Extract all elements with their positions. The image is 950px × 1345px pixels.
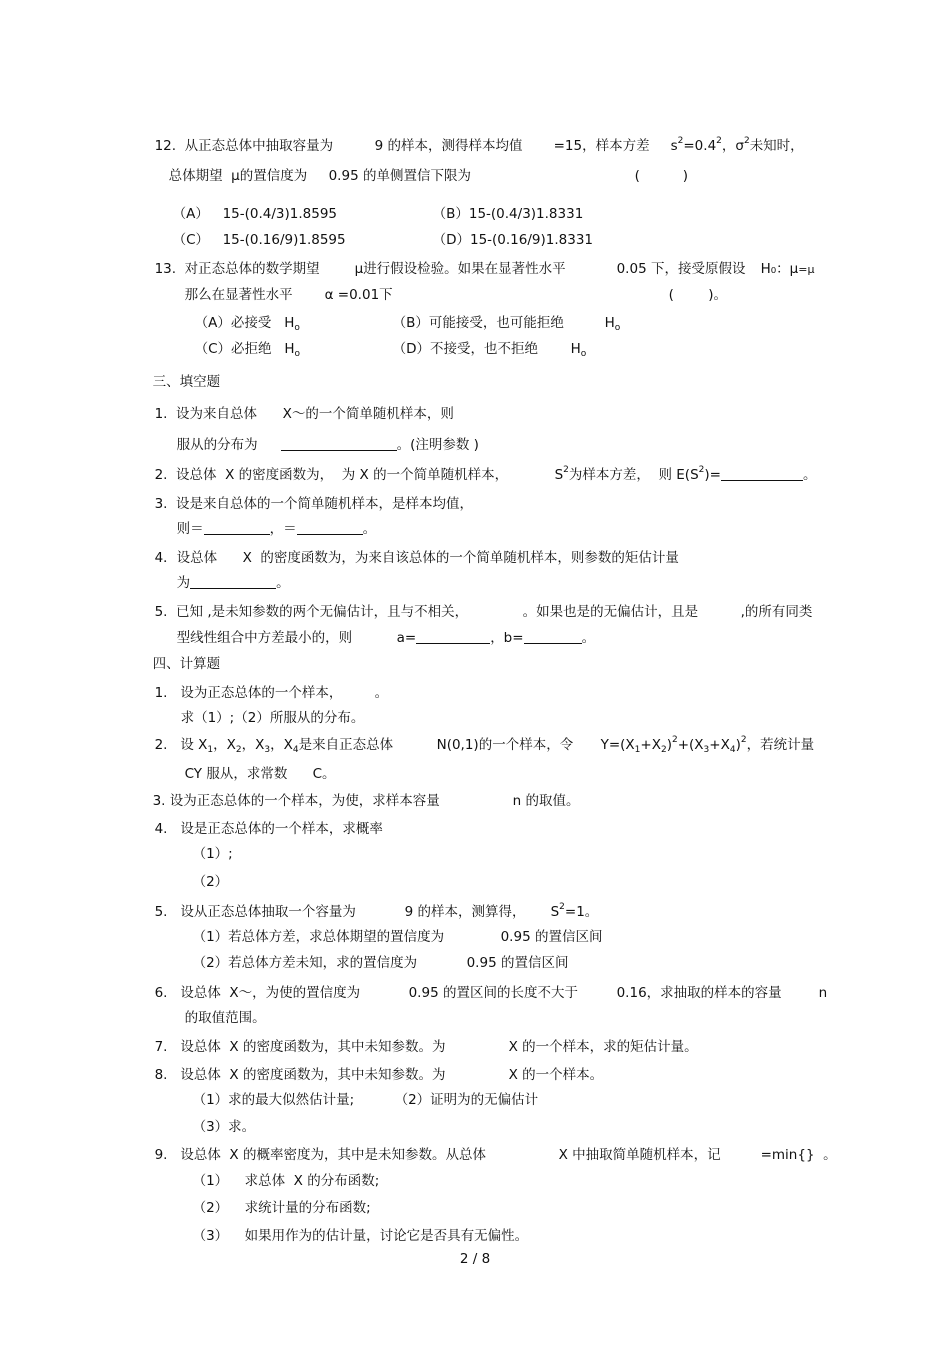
calc-9-c: =min{} 。 [760, 1147, 837, 1163]
calc-9-1-label: （1） [192, 1173, 229, 1189]
fill-1: 1. 设为来自总体 [154, 406, 258, 422]
calc-9-1: 求总体 X 的分布函数; [244, 1173, 380, 1189]
calc-7: 7. 设总体 X 的密度函数为，其中未知参数。为 [154, 1039, 446, 1055]
calc-8-2: （2）证明为的无偏估计 [394, 1092, 539, 1108]
calc-8: 8. 设总体 X 的密度函数为，其中未知参数。为 [154, 1067, 446, 1083]
q13-line1-d: H₀：μ=μ [760, 261, 815, 277]
calc-2-b: N(0,1)的一个样本，令 [436, 737, 574, 753]
fill-5-blank-b[interactable] [524, 630, 582, 644]
fill-2-b: $S^2$为样本方差， 则 $E(S^2)=$ 。 [554, 465, 817, 483]
calc-8-3: （3）求。 [192, 1119, 256, 1135]
q13-option-b-h: $H_o$ [604, 315, 621, 333]
calc-1: 1. 设为正态总体的一个样本， [154, 685, 343, 701]
q12-line2: 总体期望 μ的置信度为 [168, 168, 308, 184]
q13-option-d-h: $H_o$ [570, 341, 587, 359]
q12-option-c: （C） [172, 232, 210, 248]
calc-1-line2: 求（1）;（2）所服从的分布。 [180, 710, 365, 726]
q12-option-a-value: 15-(0.4/3)1.8595 [222, 206, 338, 222]
calc-9-b: X 中抽取简单随机样本，记 [558, 1147, 721, 1163]
q12-answer-paren: ( ) [634, 168, 689, 184]
section-heading-calculation: 四、计算题 [152, 656, 221, 672]
fill-5-blank-a[interactable] [416, 630, 490, 644]
q13-option-b: （B）可能接受，也可能拒绝 [392, 315, 564, 331]
fill-1-b: X～的一个简单随机样本，则 [282, 406, 454, 422]
calc-5: 5. 设从正态总体抽取一个容量为 [154, 904, 356, 920]
fill-2-blank[interactable] [721, 467, 803, 481]
calc-3: 3. 设为正态总体的一个样本，为使，求样本容量 [152, 793, 440, 809]
q13-option-c: （C）必拒绝 $H_o$ [194, 341, 301, 359]
calc-9-2: 求统计量的分布函数; [244, 1200, 371, 1216]
calc-6-d: n [818, 985, 828, 1001]
calc-1-b: 。 [374, 685, 389, 701]
q12-line1-c: =15，样本方差 [553, 138, 650, 154]
fill-5: 5. 已知 ,是未知参数的两个无偏估计，且与不相关， [154, 604, 469, 620]
q12-option-c-value: 15-(0.16/9)1.8595 [222, 232, 346, 248]
fill-4-b: X 的密度函数为，为来自该总体的一个简单随机样本，则参数的矩估计量 [242, 550, 679, 566]
calc-3-b: n 的取值。 [512, 793, 580, 809]
calc-4-1: （1）; [192, 846, 233, 862]
q13-option-a: （A）必接受 $H_o$ [194, 315, 300, 333]
q12-option-a: （A） [172, 206, 209, 222]
calc-8-1: （1）求的最大似然估计量; [192, 1092, 355, 1108]
section-heading-fill-blank: 三、填空题 [152, 374, 221, 390]
calc-8-b: X 的一个样本。 [508, 1067, 604, 1083]
calc-6-b: 0.95 的置区间的长度不大于 [408, 985, 578, 1001]
q13-line1-b: μ进行假设检验。如果在显著性水平 [354, 261, 566, 277]
q12-line1-b: 9 的样本，测得样本均值 [374, 138, 523, 154]
calc-2-line2: CY 服从，求常数 [184, 766, 288, 782]
calc-4: 4. 设是正态总体的一个样本，求概率 [154, 821, 383, 837]
q13-line2-b: α =0.01下 [324, 287, 393, 303]
calc-9-2-label: （2） [192, 1200, 229, 1216]
q12-line2-b: 0.95 的单侧置信下限为 [328, 168, 471, 184]
calc-2-line2-b: C。 [312, 766, 336, 782]
calc-5-1: （1）若总体方差，求总体期望的置信度为 [192, 929, 445, 945]
calc-9-3: 如果用作为的估计量，讨论它是否具有无偏性。 [244, 1228, 529, 1244]
calc-6-line2: 的取值范围。 [184, 1010, 266, 1026]
fill-2: 2. 设总体 X 的密度函数为， 为 X 的一个简单随机样本， [154, 467, 509, 483]
calc-5-2: （2）若总体方差未知，求的置信度为 [192, 955, 418, 971]
q12-option-b: （B）15-(0.4/3)1.8331 [432, 206, 584, 222]
fill-5-line2: 型线性组合中方差最小的，则 [176, 630, 353, 646]
q12-line1-d: $s^2=0.4^2$，$\sigma^2$未知时， [670, 136, 804, 154]
q13-option-d: （D）不接受，也不拒绝 [392, 341, 538, 357]
page-number: 2 / 8 [459, 1251, 491, 1267]
q13-line1: 13. 对正态总体的数学期望 [154, 261, 320, 277]
calc-6-c: 0.16，求抽取的样本的容量 [616, 985, 782, 1001]
calc-6: 6. 设总体 X～，为使的置信度为 [154, 985, 361, 1001]
fill-4-line2: 为 。 [176, 575, 290, 591]
fill-3-line2: 则＝ ，＝ 。 [176, 521, 377, 537]
fill-5-line2-b: a= ，b= 。 [396, 630, 596, 646]
calc-2-c: $Y=(X_1+X_2)^2+(X_3+X_4)^2$，若统计量 [600, 735, 815, 755]
fill-4: 4．设总体 [154, 550, 218, 566]
calc-4-2: （2） [192, 874, 229, 890]
fill-3: 3. 设是来自总体的一个简单随机样本，是样本均值， [154, 496, 474, 512]
q13-line1-c: 0.05 下，接受原假设 [616, 261, 746, 277]
calc-2: 2. 设 $X_1$，$X_2$，$X_3$，$X_4$是来自正态总体 [154, 737, 394, 755]
q12-option-d: （D）15-(0.16/9)1.8331 [432, 232, 594, 248]
calc-5-2-b: 0.95 的置信区间 [466, 955, 569, 971]
fill-1-line2: 服从的分布为 [176, 437, 258, 453]
calc-5-1-b: 0.95 的置信区间 [500, 929, 603, 945]
fill-5-c: ,的所有同类 [740, 604, 813, 620]
q13-answer-paren: ( )。 [668, 287, 727, 303]
calc-7-b: X 的一个样本，求的矩估计量。 [508, 1039, 698, 1055]
fill-5-b: 。如果也是的无偏估计，且是 [522, 604, 699, 620]
calc-5-c: $S^2=1$。 [550, 902, 599, 920]
calc-9: 9. 设总体 X 的概率密度为，其中是未知参数。从总体 [154, 1147, 486, 1163]
q13-line2: 那么在显著性水平 [184, 287, 293, 303]
fill-1-blank[interactable]: 。(注明参数 ) [272, 418, 479, 454]
calc-9-3-label: （3） [192, 1228, 229, 1244]
q12-text-a: 12. 从正态总体中抽取容量为 [154, 138, 334, 154]
calc-5-b: 9 的样本，测算得， [404, 904, 526, 920]
